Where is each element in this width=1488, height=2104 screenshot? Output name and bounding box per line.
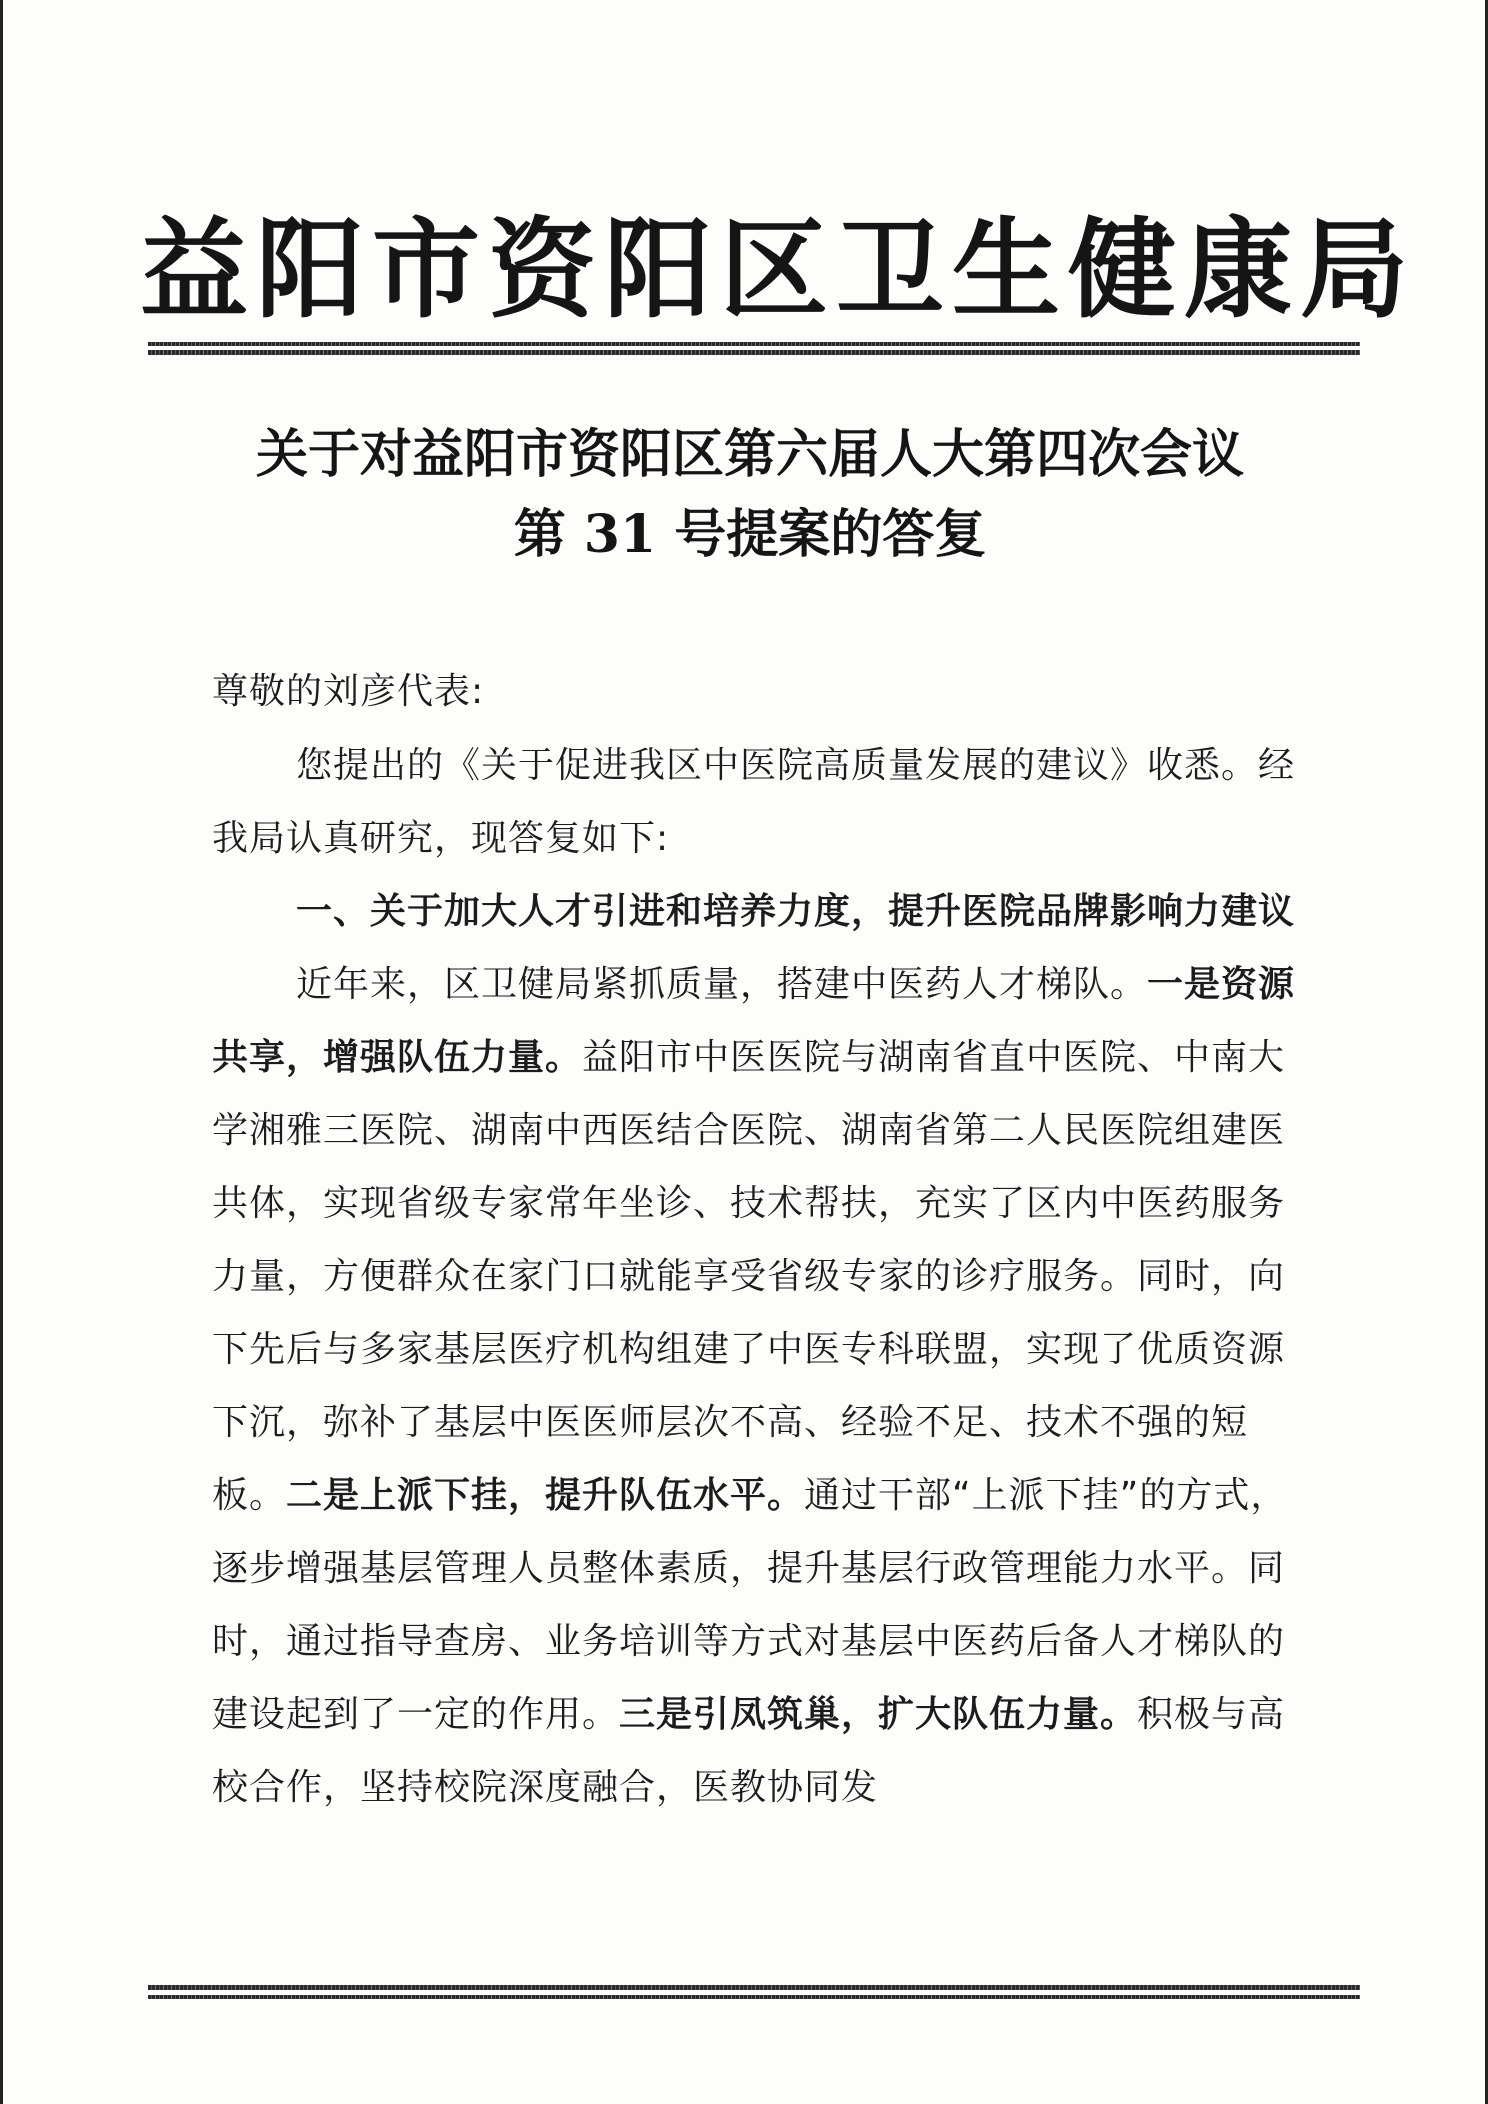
letterhead-organization: 益阳市资阳区卫生健康局 [140, 207, 1417, 333]
intro-paragraph: 您提出的《关于促进我区中医院高质量发展的建议》收悉。经我局认真研究，现答复如下: [212, 745, 1296, 859]
footer-rule-thin [148, 1995, 1360, 1999]
bold-point-3: 三是引凤筑巢，扩大队伍力量。 [619, 1694, 1138, 1735]
document-title-line-2: 第 31 号提案的答复 [513, 504, 987, 565]
scan-edge-left [0, 0, 3, 2104]
paragraph-text: 积极与高校合作，坚持校院深度融合，医教协同发 [212, 1694, 1286, 1808]
paragraph-text: 近年来，区卫健局紧抓质量，搭建中医药人才梯队。 [296, 964, 1148, 1005]
letterhead-rule-thin [148, 342, 1360, 346]
paragraph-text: 益阳市中医医院与湖南省直中医院、中南大学湘雅三医院、湖南中西医结合医院、湖南省第二人民医院组建医共体，实现省级专家常年坐诊、技术帮扶，充实了区内中医药服务力量，方便群众在家门口就能享受省级专家的诊疗服务。同时，向下先后与多家基层医疗机构组建了中医专科联盟，实现了优质资源下沉，弥补了基层中医医师层次不高、经验不足、技术不强的短板。 [212, 1037, 1286, 1516]
section-1-paragraph [212, 948, 1320, 1824]
bold-point-1: 一是资源共享，增强队伍力量。 [212, 964, 1296, 1078]
letterhead-rule-thick [148, 350, 1360, 355]
section-1-heading: 一、关于加大人才引进和培养力度，提升医院品牌影响力建议 [296, 891, 1296, 932]
bold-point-2: 二是上派下挂，提升队伍水平。 [286, 1475, 805, 1516]
document-title-line-1: 关于对益阳市资阳区第六届人大第四次会议 [255, 424, 1244, 485]
footer-rule-thick [148, 1985, 1360, 1990]
paragraph-text: 通过干部“上派下挂”的方式，逐步增强基层管理人员整体素质，提升基层行政管理能力水平。同时，通过指导查房、业务培训等方式对基层中医药后备人才梯队的建设起到了一定的作用。 [212, 1475, 1288, 1735]
salutation: 尊敬的刘彦代表: [212, 671, 485, 712]
